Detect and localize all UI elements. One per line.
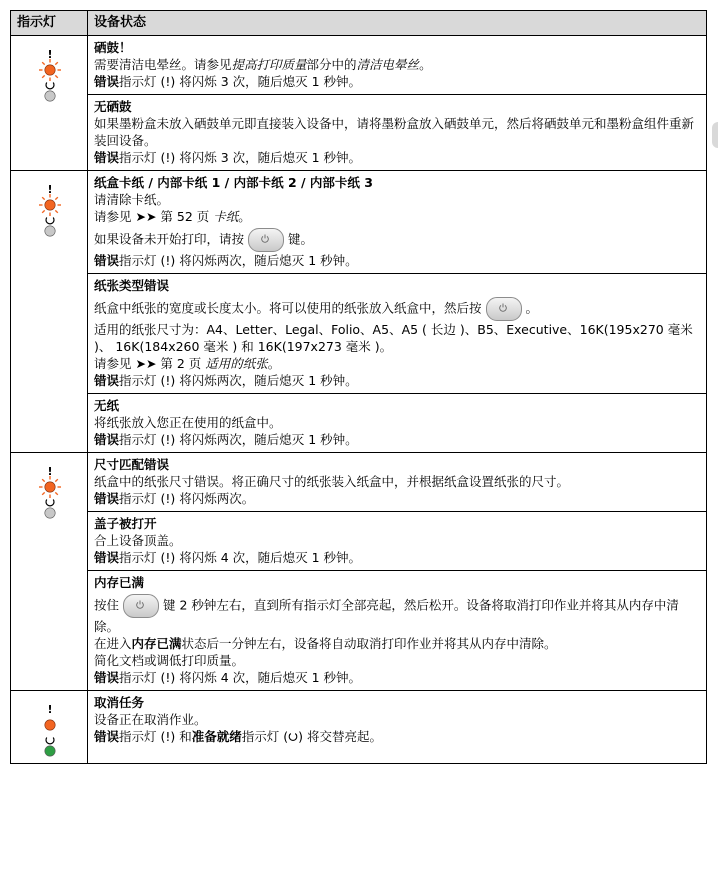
status-line: [94, 297, 700, 321]
status-line: [94, 532, 700, 549]
status-line: [94, 414, 700, 431]
text-run: 按住: [94, 597, 120, 613]
status-cell: [88, 453, 707, 512]
status-line: [94, 711, 700, 728]
text-run: ) 将交替亮起。: [298, 729, 382, 744]
reference-text: 提高打印质量: [231, 57, 307, 72]
status-line: [94, 321, 700, 355]
blink-ray-icon: [55, 479, 57, 481]
text-run: 在进入: [94, 636, 132, 651]
emphasis-text: 错误: [94, 670, 120, 685]
error-led-icon: [44, 65, 54, 75]
text-run: 指示灯 (!) 将闪烁两次。: [119, 491, 255, 506]
blink-ray-icon: [55, 492, 57, 494]
status-cell: [88, 274, 707, 394]
led-indicator-icon: [35, 465, 65, 527]
text-run: 。: [267, 356, 281, 371]
text-run: 如果墨粉盒未放入硒鼓单元即直接装入设备中，请将墨粉盒放入硒鼓单元，然后将硒鼓单元和墨粉盒组件重新装回设备。: [94, 116, 695, 148]
status-cell: [88, 171, 707, 274]
table-row: [11, 95, 707, 171]
status-cell: [88, 95, 707, 171]
status-line: [94, 669, 700, 686]
status-line: [94, 149, 700, 166]
status-line: [94, 728, 700, 745]
power-symbol-icon: [260, 234, 270, 244]
status-title: 盖子被打开: [94, 516, 157, 531]
text-run: 请清除卡纸。: [94, 192, 170, 207]
text-run: 如果设备未开始打印，请按: [94, 231, 245, 247]
table-row: [11, 274, 707, 394]
text-run: 键 2 秒钟左右，直到所有指示灯全部亮起，然后松开。设备将取消打印作业并将其从内存中清除。: [94, 597, 679, 634]
emphasis-text: 错误: [94, 150, 120, 165]
status-line: [94, 252, 700, 269]
status-cell: [88, 36, 707, 95]
emphasis-text: 错误: [94, 550, 120, 565]
text-run: 纸盒中的纸张尺寸错误。将正确尺寸的纸张装入纸盒中，并根据纸盒设置纸张的尺寸。: [94, 474, 570, 489]
text-run: 指示灯 (!) 将闪烁 4 次，随后熄灭 1 秒钟。: [119, 550, 362, 565]
reference-text: 适用的纸张: [205, 356, 268, 371]
text-run: 。: [525, 300, 539, 316]
led-indicator-icon: [35, 183, 65, 245]
text-run: 状态后一分钟左右，设备将自动取消打印作业并将其从内存中清除。: [181, 636, 557, 651]
error-led-icon: [44, 720, 54, 730]
text-run: 请参见 ➤➤ 第 52 页: [94, 209, 214, 224]
status-line: [94, 372, 700, 389]
power-symbol-icon: [135, 600, 145, 610]
error-led-icon: [44, 200, 54, 210]
reference-text: 卡纸: [213, 209, 239, 224]
status-cell: [88, 512, 707, 571]
blink-ray-icon: [42, 197, 44, 199]
blink-ray-icon: [55, 197, 57, 199]
header-status: 设备状态: [88, 11, 707, 36]
emphasis-text: 错误: [94, 491, 120, 506]
blink-ray-icon: [55, 210, 57, 212]
blink-ray-icon: [42, 62, 44, 64]
status-title: 尺寸匹配错误: [94, 457, 170, 472]
blink-ray-icon: [55, 75, 57, 77]
text-run: 指示灯 (: [241, 729, 289, 744]
status-title: 无纸: [94, 398, 120, 413]
status-line: [94, 73, 700, 90]
text-run: 纸盒中纸张的宽度或长度太小。将可以使用的纸张放入纸盒中，然后按: [94, 300, 482, 316]
error-led-icon: [44, 482, 54, 492]
emphasis-text: 准备就绪: [191, 729, 242, 744]
status-cell: [88, 691, 707, 764]
blink-ray-icon: [42, 492, 44, 494]
ready-symbol-icon: [46, 738, 54, 744]
status-title: 取消任务: [94, 695, 145, 710]
status-led-icon: [44, 226, 54, 236]
text-run: 适用的纸张尺寸为：A4、Letter、Legal、Folio、A5、A5 ( 长边 )、B5、Executive、16K(195x270 毫米 )、 16K(184x260 毫米 ) 和 16K(197x273 毫米 )。: [94, 322, 693, 354]
status-led-icon: [44, 91, 54, 101]
ready-led-icon: [44, 746, 54, 756]
text-run: 设备正在取消作业。: [94, 712, 207, 727]
status-line: [94, 115, 700, 149]
text-run: 指示灯 (!) 将闪烁两次，随后熄灭 1 秒钟。: [119, 253, 358, 268]
text-run: 需要清洁电晕丝。请参见: [94, 57, 232, 72]
status-title: 硒鼓！: [94, 40, 132, 55]
error-mark-icon: !: [46, 465, 53, 478]
ready-symbol-icon: [46, 500, 54, 506]
text-run: 指示灯 (!) 将闪烁两次，随后熄灭 1 秒钟。: [119, 373, 358, 388]
status-line: [94, 635, 700, 652]
status-line: [94, 652, 700, 669]
blink-ray-icon: [42, 75, 44, 77]
table-row: [11, 571, 707, 691]
led-cell: [11, 453, 88, 691]
led-indicator-icon: [35, 703, 65, 765]
go-button-icon: [486, 297, 522, 321]
led-status-table: [10, 10, 707, 764]
header-indicator: 指示灯: [11, 11, 88, 36]
emphasis-text: 内存已满: [131, 636, 182, 651]
ready-symbol-icon: [46, 218, 54, 224]
status-line: [94, 355, 700, 372]
text-run: 指示灯 (!) 和: [119, 729, 192, 744]
text-run: 指示灯 (!) 将闪烁 3 次，随后熄灭 1 秒钟。: [119, 74, 362, 89]
power-symbol-icon: [498, 303, 508, 313]
table-row: [11, 691, 707, 764]
page-tab-marker: [712, 122, 718, 148]
text-run: 指示灯 (!) 将闪烁 3 次，随后熄灭 1 秒钟。: [119, 150, 362, 165]
text-run: 请参见 ➤➤ 第 2 页: [94, 356, 206, 371]
table-row: [11, 453, 707, 512]
table-row: [11, 36, 707, 95]
table-header: [11, 11, 707, 36]
blink-ray-icon: [42, 479, 44, 481]
go-button-icon: [248, 228, 284, 252]
status-title: 无硒鼓: [94, 99, 132, 114]
reference-text: 清洁电晕丝: [356, 57, 420, 72]
table-row: [11, 171, 707, 274]
text-run: 。: [238, 209, 251, 224]
status-cell: [88, 571, 707, 691]
emphasis-text: 错误: [94, 74, 120, 89]
table-row: [11, 512, 707, 571]
ready-symbol-icon: [46, 83, 54, 89]
status-line: [94, 56, 700, 73]
status-title: 纸张类型错误: [94, 278, 170, 293]
emphasis-text: 错误: [94, 373, 120, 388]
led-cell: [11, 691, 88, 764]
status-line: [94, 208, 700, 225]
emphasis-text: 错误: [94, 432, 120, 447]
ready-symbol-icon: [288, 731, 298, 742]
error-mark-icon: !: [46, 183, 53, 196]
status-line: [94, 431, 700, 448]
text-run: 键。: [288, 231, 314, 247]
blink-ray-icon: [55, 62, 57, 64]
status-title: 内存已满: [94, 575, 145, 590]
table-row: [11, 394, 707, 453]
text-run: 指示灯 (!) 将闪烁 4 次，随后熄灭 1 秒钟。: [119, 670, 362, 685]
status-line: [94, 473, 700, 490]
status-title: 纸盒卡纸 / 内部卡纸 1 / 内部卡纸 2 / 内部卡纸 3: [94, 175, 373, 190]
text-run: 合上设备顶盖。: [94, 533, 182, 548]
emphasis-text: 错误: [94, 253, 120, 268]
status-line: [94, 594, 700, 635]
status-line: [94, 228, 700, 252]
go-button-icon: [123, 594, 159, 618]
text-run: 指示灯 (!) 将闪烁两次，随后熄灭 1 秒钟。: [119, 432, 358, 447]
status-line: [94, 490, 700, 507]
status-line: [94, 549, 700, 566]
text-run: 。: [419, 57, 432, 72]
led-indicator-icon: [35, 48, 65, 110]
error-mark-icon: !: [46, 703, 53, 716]
text-run: 简化文档或调低打印质量。: [94, 653, 245, 668]
led-cell: [11, 36, 88, 171]
status-cell: [88, 394, 707, 453]
text-run: 部分中的: [306, 57, 357, 72]
text-run: 将纸张放入您正在使用的纸盒中。: [94, 415, 282, 430]
error-mark-icon: !: [46, 48, 53, 61]
status-line: [94, 191, 700, 208]
emphasis-text: 错误: [94, 729, 120, 744]
led-cell: [11, 171, 88, 453]
blink-ray-icon: [42, 210, 44, 212]
status-led-icon: [44, 508, 54, 518]
